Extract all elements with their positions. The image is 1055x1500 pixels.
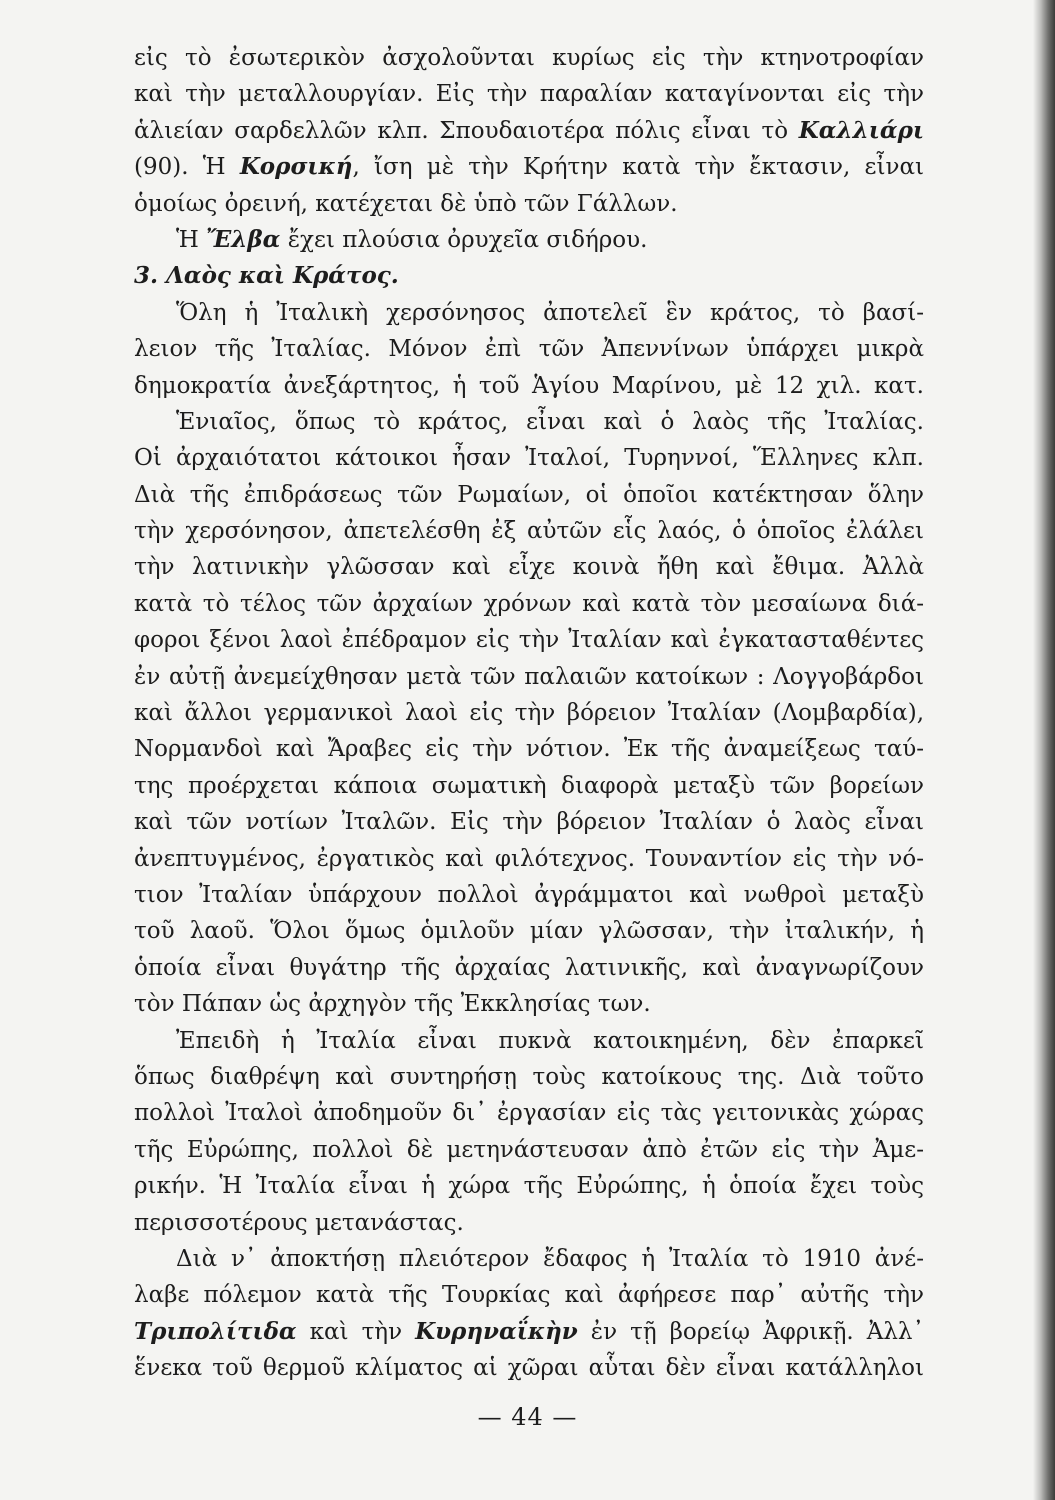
text-line: ἕνεκα τοῦ θερμοῦ κλίματος αἱ χῶραι αὗται δὲν εἶναι κατάλληλοι: [134, 1355, 924, 1382]
text-line: ἐν αὐτῇ ἀνεμείχθησαν μετὰ τῶν παλαιῶν κατοίκων : Λογγοβάρδοι: [134, 663, 924, 690]
text-line: καὶ τὴν μεταλλουργίαν. Εἰς τὴν παραλίαν καταγίνονται εἰς τὴν: [134, 81, 924, 108]
text-line: τιον Ἰταλίαν ὑπάρχουν πολλοὶ ἀγράμματοι καὶ νωθροὶ μεταξὺ: [134, 881, 924, 908]
body-text: [134, 40, 924, 1386]
text-line: ρικήν. Ἡ Ἰταλία εἶναι ἡ χώρα τῆς Εὐρώπης, ἡ ὁποία ἔχει τοὺς: [134, 1173, 924, 1200]
text-line: περισσοτέρους μετανάστας.: [134, 1209, 464, 1236]
text-line: ἀνεπτυγμένος, ἐργατικὸς καὶ φιλότεχνος. Τουναντίον εἰς τὴν νό-: [134, 845, 924, 872]
text-line: ὁμοίως ὀρεινή, κατέχεται δὲ ὑπὸ τῶν Γάλλων.: [134, 190, 678, 217]
text-fragment: (90). Ἡ: [134, 154, 226, 181]
text-fragment: καὶ τὴν: [296, 1318, 416, 1345]
page-number: — 44 —: [477, 1403, 578, 1431]
text-line: ὁποία εἶναι θυγάτηρ τῆς ἀρχαίας λατινικῆς, καὶ ἀναγνωρίζουν: [134, 954, 924, 981]
text-line: τὴν λατινικὴν γλῶσσαν καὶ εἶχε κοινὰ ἤθη καὶ ἔθιμα. Ἀλλὰ: [134, 554, 924, 581]
place-name-kalliari: Καλλιάρι: [798, 116, 924, 144]
page-edge-shadow: [1033, 0, 1055, 1500]
text-line: ὅπως διαθρέψη καὶ συντηρήσῃ τοὺς κατοίκους της. Διὰ τοῦτο: [134, 1063, 924, 1090]
text-line: Ἐπειδὴ ἡ Ἰταλία εἶναι πυκνὰ κατοικημένη, δὲν ἐπαρκεῖ: [176, 1027, 924, 1054]
text-fragment: ἐν τῇ βορείῳ Ἀφρικῇ. Ἀλλ᾿: [577, 1318, 924, 1345]
text-line: πολλοὶ Ἰταλοὶ ἀποδημοῦν δι᾿ ἐργασίαν εἰς τὰς γειτονικὰς χώρας: [134, 1100, 924, 1127]
text-line: τὴν χερσόνησον, ἀπετελέσθη ἐξ αὐτῶν εἷς λαός, ὁ ὁποῖος ἐλάλει: [134, 518, 924, 545]
text-fragment: Ἡ: [176, 226, 199, 253]
text-line: [134, 222, 924, 258]
place-name-tripolitida: Τριπολίτιδα: [134, 1317, 297, 1345]
text-line: δημοκρατία ἀνεξάρτητος, ἡ τοῦ Ἁγίου Μαρίνου, μὲ 12 χιλ. κατ.: [134, 372, 924, 399]
text-line: Διὰ ν᾿ ἀποκτήσῃ πλειότερον ἔδαφος ἡ Ἰταλία τὸ 1910 ἀνέ-: [176, 1245, 924, 1272]
place-name-kyrinaiki: Κυρηναΐκὴν: [415, 1317, 578, 1345]
text-line: τοῦ λαοῦ. Ὅλοι ὅμως ὁμιλοῦν μίαν γλῶσσαν, τὴν ἰταλικήν, ἡ: [134, 918, 924, 945]
place-name-korsiki: Κορσική: [239, 153, 353, 181]
text-line: λειον τῆς Ἰταλίας. Μόνον ἐπὶ τῶν Ἀπεννίνων ὑπάρχει μικρὰ: [134, 336, 924, 363]
text-line: Νορμανδοὶ καὶ Ἄραβες εἰς τὴν νότιον. Ἐκ τῆς ἀναμείξεως ταύ-: [134, 736, 924, 763]
text-fragment: ἁλιείαν σαρδελλῶν κλπ. Σπουδαιοτέρα πόλις εἶναι τὸ: [134, 117, 789, 144]
text-line: Οἱ ἀρχαιότατοι κάτοικοι ἦσαν Ἰταλοί, Τυρηννοί, Ἕλληνες κλπ.: [134, 445, 924, 472]
text-line: καὶ ἄλλοι γερμανικοὶ λαοὶ εἰς τὴν βόρειον Ἰταλίαν (Λομβαρδία),: [134, 700, 924, 727]
text-line: εἰς τὸ ἐσωτερικὸν ἀσχολοῦνται κυρίως εἰς τὴν κτηνοτροφίαν: [134, 45, 924, 71]
text-line: Ἑνιαῖος, ὅπως τὸ κράτος, εἶναι καὶ ὁ λαὸς τῆς Ἰταλίας.: [176, 408, 924, 435]
section-heading: 3. Λαὸς καὶ Κράτος.: [134, 262, 399, 290]
text-line: καὶ τῶν νοτίων Ἰταλῶν. Εἰς τὴν βόρειον Ἰταλίαν ὁ λαὸς εἶναι: [134, 809, 924, 836]
text-line: λαβε πόλεμον κατὰ τῆς Τουρκίας καὶ ἀφήρεσε παρ᾿ αὐτῆς τὴν: [134, 1282, 924, 1309]
text-line: Ὅλη ἡ Ἰταλικὴ χερσόνησος ἀποτελεῖ ἓν κράτος, τὸ βασί-: [176, 299, 924, 326]
text-line: [134, 113, 924, 149]
text-fragment: ἔχει πλούσια ὀρυχεῖα σιδήρου.: [280, 226, 648, 253]
text-line: της προέρχεται κάποια σωματικὴ διαφορὰ μεταξὺ τῶν βορείων: [134, 772, 924, 799]
text-line: τὸν Πάπαν ὡς ἀρχηγὸν τῆς Ἐκκλησίας των.: [134, 991, 651, 1018]
text-line: φοροι ξένοι λαοὶ ἐπέδραμον εἰς τὴν Ἰταλίαν καὶ ἐγκατασταθέντες: [134, 627, 924, 654]
text-line: Διὰ τῆς ἐπιδράσεως τῶν Ρωμαίων, οἱ ὁποῖοι κατέκτησαν ὅλην: [134, 481, 924, 508]
place-name-elva: Ἔλβα: [206, 225, 281, 253]
text-fragment: , ἴση μὲ τὴν Κρήτην κατὰ τὴν ἔκτασιν, εἶναι: [352, 154, 924, 181]
text-line: τῆς Εὐρώπης, πολλοὶ δὲ μετηνάστευσαν ἀπὸ ἐτῶν εἰς τὴν Ἀμε-: [134, 1136, 924, 1163]
text-line: [134, 1314, 924, 1350]
text-line: [134, 149, 924, 185]
text-line: κατὰ τὸ τέλος τῶν ἀρχαίων χρόνων καὶ κατὰ τὸν μεσαίωνα διά-: [134, 590, 924, 617]
